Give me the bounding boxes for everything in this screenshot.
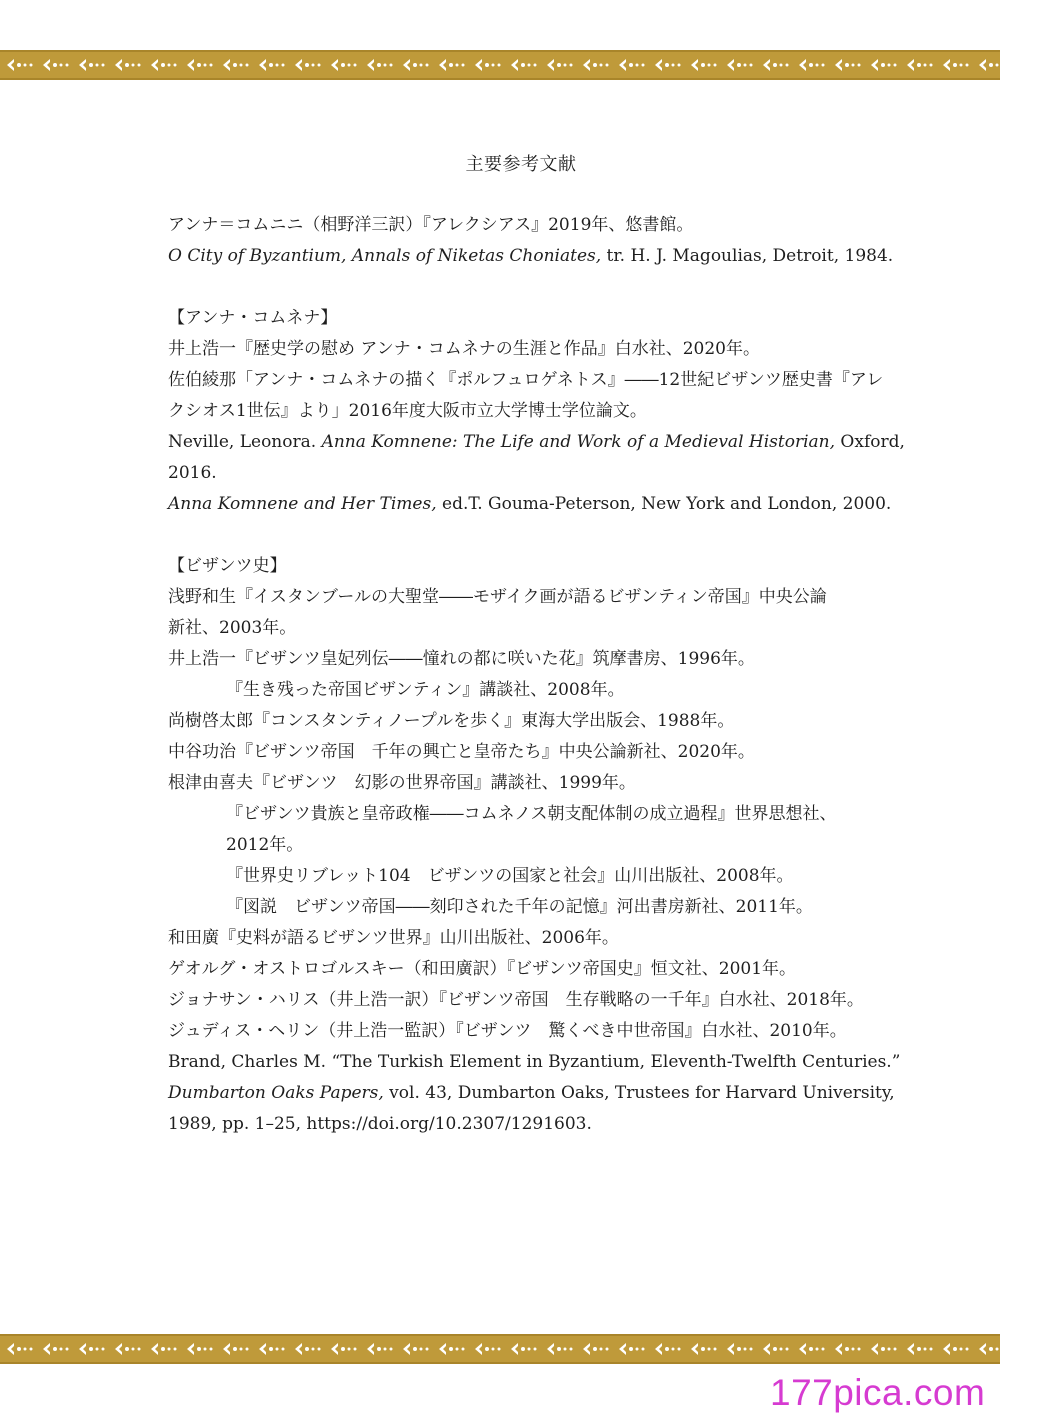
ornament-motif: [259, 59, 285, 71]
ornament-motif: [295, 1343, 321, 1355]
ref-italic-title: O City of Byzantium, Annals of Niketas Choniates,: [168, 246, 602, 266]
ref-entry: 井上浩一『ビザンツ皇妃列伝――憧れの都に咲いた花』筑摩書房、1996年。: [168, 649, 755, 669]
ref-entry: 浅野和生『イスタンブールの大聖堂――モザイク画が語るビザンティン帝国』中央公論: [168, 587, 827, 607]
bottom-ornamental-border: [0, 1334, 1000, 1364]
ref-details: vol. 43, Dumbarton Oaks, Trustees for Harvard University,: [383, 1083, 895, 1103]
ornament-motif: [511, 59, 537, 71]
ref-entry: Brand, Charles M. “The Turkish Element in Byzantium, Eleventh-Twelfth Centuries.”: [168, 1052, 901, 1072]
ornament-motif: [115, 1343, 141, 1355]
ref-italic-title: Anna Komnene and Her Times,: [168, 494, 437, 514]
ornament-motif: [151, 59, 177, 71]
ornament-motif: [7, 59, 33, 71]
ref-entry-continuation: 2016.: [168, 463, 217, 483]
ref-entry-continuation: 2012年。: [226, 835, 304, 855]
ornament-motif: [259, 1343, 285, 1355]
ornament-motif: [367, 59, 393, 71]
ornament-motif: [115, 59, 141, 71]
ornament-motif: [43, 1343, 69, 1355]
ornament-motif: [331, 59, 357, 71]
ornament-motif: [727, 1343, 753, 1355]
ornament-motif: [979, 59, 1005, 71]
ornament-motif: [7, 1343, 33, 1355]
bibliography-list: [168, 210, 905, 1140]
ref-entry: 和田廣『史料が語るビザンツ世界』山川出版社、2006年。: [168, 928, 619, 948]
ornament-motif: [223, 1343, 249, 1355]
ref-entry: 佐伯綾那「アンナ・コムネナの描く『ポルフュロゲネトス』――12世紀ビザンツ歴史書『アレ: [168, 370, 884, 390]
ornament-motif: [439, 1343, 465, 1355]
ornament-motif: [43, 59, 69, 71]
section-heading-anna: 【アンナ・コムネナ】: [168, 308, 338, 328]
ornament-motif: [727, 59, 753, 71]
ref-details: ed.T. Gouma-Peterson, New York and London, 2000.: [436, 494, 892, 514]
ref-entry: 中谷功治『ビザンツ帝国 千年の興亡と皇帝たち』中央公論新社、2020年。: [168, 742, 755, 762]
section-heading-byzantium: 【ビザンツ史】: [168, 556, 287, 576]
ornament-motif: [943, 1343, 969, 1355]
ornament-motif: [799, 59, 825, 71]
ref-entry: ゲオルグ・オストロゴルスキー（和田廣訳）『ビザンツ帝国史』恒文社、2001年。: [168, 959, 797, 979]
ref-entry-same-author: 『図説 ビザンツ帝国――刻印された千年の記憶』河出書房新社、2011年。: [226, 897, 813, 917]
ornament-motif: [511, 1343, 537, 1355]
ref-entry: [168, 241, 894, 272]
site-watermark: 177pica.com: [770, 1372, 986, 1413]
ornament-motif: [763, 59, 789, 71]
page-title: 主要参考文献: [465, 154, 577, 175]
ornament-motif: [691, 59, 717, 71]
ornament-motif: [943, 59, 969, 71]
ref-entry: [168, 489, 892, 520]
ornament-motif: [907, 1343, 933, 1355]
ref-entry-continuation: [168, 1078, 895, 1109]
ref-entry: 尚樹啓太郎『コンスタンティノープルを歩く』東海大学出版会、1988年。: [168, 711, 735, 731]
ref-entry: アンナ＝コムニニ（相野洋三訳）『アレクシアス』2019年、悠書館。: [168, 215, 694, 235]
ornament-motif: [871, 1343, 897, 1355]
ref-entry-continuation: 1989, pp. 1–25, https://doi.org/10.2307/1291603.: [168, 1114, 592, 1134]
ornament-motif: [691, 1343, 717, 1355]
ornament-motif: [547, 59, 573, 71]
ornament-motif: [151, 1343, 177, 1355]
ref-entry-same-author: 『生き残った帝国ビザンティン』講談社、2008年。: [226, 680, 625, 700]
ornament-motif: [835, 59, 861, 71]
ornament-motif: [223, 59, 249, 71]
ref-entry-same-author: 『ビザンツ貴族と皇帝政権――コムネノス朝支配体制の成立過程』世界思想社、: [226, 804, 837, 824]
ornament-motif: [331, 1343, 357, 1355]
ref-author: Neville, Leonora.: [168, 432, 322, 452]
ref-italic-title: Dumbarton Oaks Papers,: [168, 1083, 384, 1103]
ornament-motif: [187, 59, 213, 71]
ornament-motif: [475, 59, 501, 71]
ref-entry: ジョナサン・ハリス（井上浩一訳）『ビザンツ帝国 生存戦略の一千年』白水社、2018年。: [168, 990, 864, 1010]
ornament-pattern-top: [0, 52, 1000, 78]
ref-details: Oxford,: [835, 432, 905, 452]
ornament-motif: [799, 1343, 825, 1355]
ornament-motif: [871, 59, 897, 71]
ref-entry-same-author: 『世界史リブレット104 ビザンツの国家と社会』山川出版社、2008年。: [226, 866, 794, 886]
ornament-motif: [403, 59, 429, 71]
ornament-motif: [367, 1343, 393, 1355]
ref-entry-continuation: 新社、2003年。: [168, 618, 297, 638]
ornament-motif: [655, 59, 681, 71]
ornament-motif: [79, 59, 105, 71]
ref-entry: ジュディス・ヘリン（井上浩一監訳）『ビザンツ 驚くべき中世帝国』白水社、2010年。: [168, 1021, 847, 1041]
ornament-motif: [583, 1343, 609, 1355]
ornament-motif: [295, 59, 321, 71]
ref-italic-title: Anna Komnene: The Life and Work of a Medieval Historian,: [321, 432, 836, 452]
ornament-motif: [979, 1343, 1005, 1355]
ornament-pattern-bottom: [0, 1336, 1000, 1362]
ornament-motif: [79, 1343, 105, 1355]
ornament-motif: [583, 59, 609, 71]
ornament-motif: [619, 1343, 645, 1355]
ornament-motif: [475, 1343, 501, 1355]
ornament-motif: [835, 1343, 861, 1355]
ref-details: tr. H. J. Magoulias, Detroit, 1984.: [601, 246, 894, 266]
ornament-motif: [907, 59, 933, 71]
ornament-motif: [619, 59, 645, 71]
ornament-motif: [655, 1343, 681, 1355]
ornament-motif: [403, 1343, 429, 1355]
top-ornamental-border: [0, 50, 1000, 80]
ornament-motif: [547, 1343, 573, 1355]
ornament-motif: [439, 59, 465, 71]
ornament-motif: [187, 1343, 213, 1355]
ref-entry: 井上浩一『歴史学の慰め アンナ・コムネナの生涯と作品』白水社、2020年。: [168, 339, 760, 359]
ref-entry: [168, 427, 905, 458]
ref-entry-continuation: クシオス1世伝』より」2016年度大阪市立大学博士学位論文。: [168, 401, 647, 421]
ornament-motif: [763, 1343, 789, 1355]
ref-entry: 根津由喜夫『ビザンツ 幻影の世界帝国』講談社、1999年。: [168, 773, 636, 793]
